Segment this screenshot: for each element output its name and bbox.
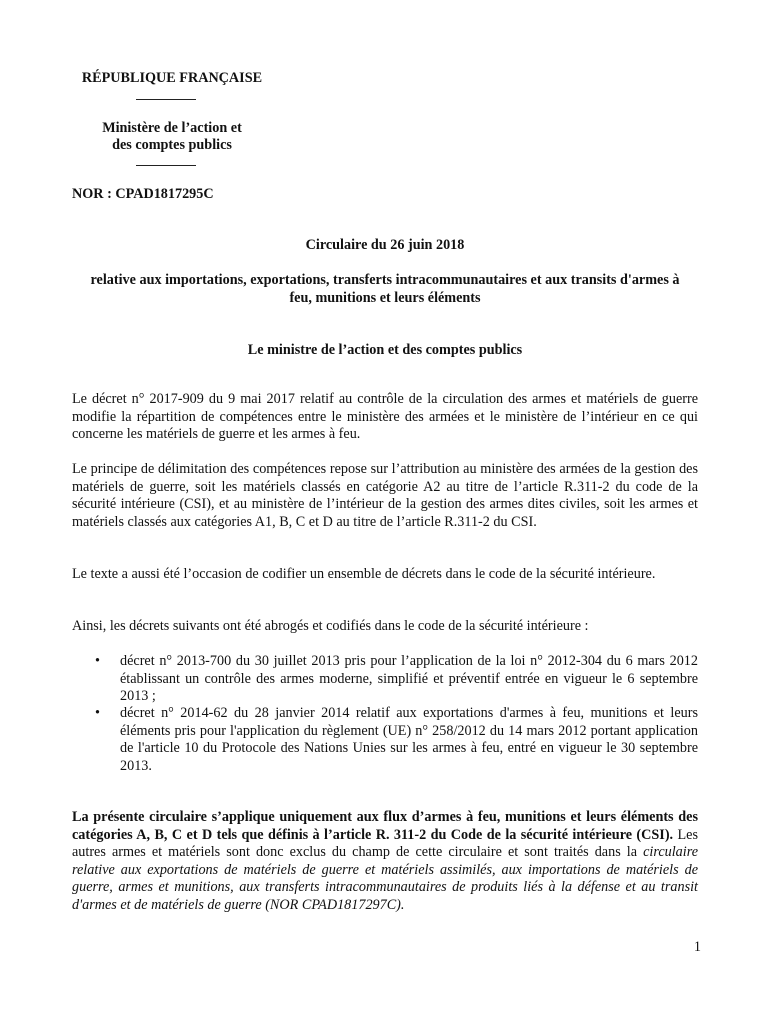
header-rule-2 bbox=[136, 165, 196, 166]
paragraph-3: Le texte a aussi été l’occasion de codifier un ensemble de décrets dans le code de la sécurité intérieure. bbox=[72, 566, 656, 582]
nor-reference: NOR : CPAD1817295C bbox=[72, 186, 214, 202]
paragraph-1: Le décret n° 2017-909 du 9 mai 2017 relatif au contrôle de la circulation des armes et matériels de guerre modifie la répartition de compétences entre le ministère des armées et le ministère de l’intérieur en ce qui concerne les matériels de guerre et les armes à feu. bbox=[72, 391, 698, 442]
ministry-line-1: Ministère de l’action et bbox=[102, 120, 242, 136]
list-item-text: décret n° 2014-62 du 28 janvier 2014 relatif aux exportations d'armes à feu, munitions et leurs éléments pris pour l'application du règlement (UE) n° 258/2012 du 14 mars 2012 portant application de l'article 10 du Protocole des Nations Unies sur les armes à feu, entré en vigueur le 30 septembre 2013. bbox=[120, 705, 698, 774]
scope-statement: La présente circulaire s’applique uniquement aux flux d’armes à feu, munitions et leurs éléments des catégories A, B, C et D tels que définis à l’article R. 311-2 du Code de la sécurité intérieure (CSI). bbox=[72, 809, 698, 843]
paragraph-4: Ainsi, les décrets suivants ont été abrogés et codifiés dans le code de la sécurité intérieure : bbox=[72, 618, 589, 634]
circulaire-subject: relative aux importations, exportations, transferts intracommunautaires et aux transits d'armes à feu, munitions et leurs éléments bbox=[90, 272, 680, 306]
list-item-text: décret n° 2013-700 du 30 juillet 2013 pris pour l’application de la loi n° 2012-304 du 6 mars 2012 établissant un contrôle des armes moderne, simplifié et préventif entrée en vigueur le 6 septembre 2013 ; bbox=[120, 653, 698, 704]
exclusion-text: Les autres armes et matériels sont donc exclus du champ de cette circulaire et sont traités dans la bbox=[72, 826, 698, 860]
referenced-circulaire: circulaire relative aux exportations de matériels de guerre et matériels assimilés, aux importations de matériels de guerre, armes et munitions, aux transferts intracommunautaires de produits liés à la défense et au transit d'armes et de matériels de guerre (NOR CPAD1817297C). bbox=[72, 844, 698, 913]
paragraph-2: Le principe de délimitation des compétences repose sur l’attribution au ministère des armées de la gestion des matériels de guerre, soit les matériels classés en catégorie A2 au titre de l’article R.311-2 du code de la sécurité intérieure (CSI), et au ministère de l’intérieur de la gestion des armes dites civiles, soit les armes et matériels classés aux catégories A1, B, C et D au titre de l’article R.311-2 du CSI. bbox=[72, 461, 698, 530]
paragraph-5 bbox=[72, 809, 698, 914]
circulaire-title: Circulaire du 26 juin 2018 bbox=[305, 237, 465, 253]
republic-heading: RÉPUBLIQUE FRANÇAISE bbox=[81, 70, 263, 86]
bullet-icon: • bbox=[95, 705, 100, 721]
header-rule-1 bbox=[136, 99, 196, 100]
minister-line: Le ministre de l’action et des comptes publics bbox=[247, 342, 523, 358]
ministry-line-2: des comptes publics bbox=[112, 137, 232, 153]
bullet-icon: • bbox=[95, 653, 100, 669]
page-number: 1 bbox=[693, 939, 701, 955]
